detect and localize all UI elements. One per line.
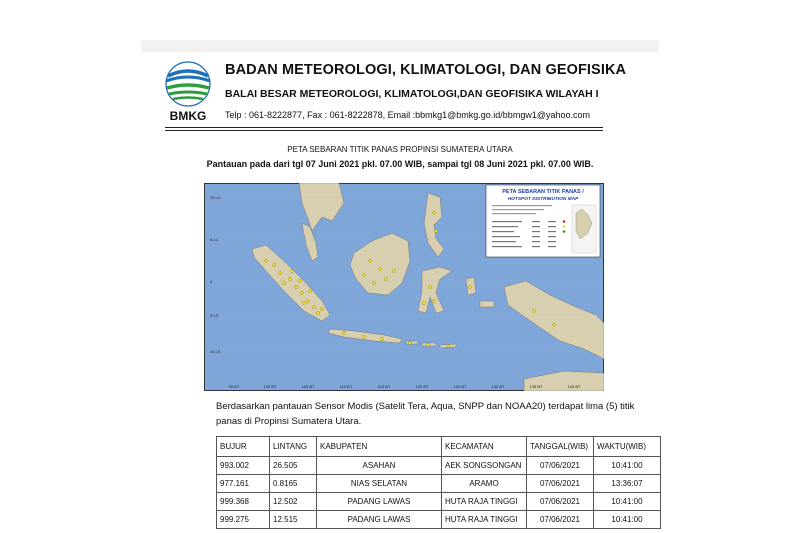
cell-kabupaten: PADANG LAWAS [317, 493, 442, 511]
table-row [217, 475, 661, 493]
lon-label: 130 BT [491, 384, 505, 389]
lat-label: 10 LU [210, 195, 221, 200]
cell-tanggal: 07/06/2021 [527, 493, 594, 511]
cell-kabupaten: ASAHAN [317, 457, 442, 475]
lon-label: 110 BT [339, 384, 353, 389]
lon-label: 140 BT [567, 384, 581, 389]
col-bujur: BUJUR [217, 437, 270, 457]
col-kabupaten: KABUPATEN [317, 437, 442, 457]
map-legend [486, 185, 600, 257]
table-row [217, 511, 661, 529]
sub-org-name: BALAI BESAR METEOROLOGI, KLIMATOLOGI,DAN GEOFISIKA WILAYAH I [225, 88, 599, 100]
col-tanggal: TANGGAL(WIB) [527, 437, 594, 457]
legend-subtitle: HOTSPOT DISTRIBUTION MAP [507, 197, 579, 202]
cell-kecamatan: HUTA RAJA TINGGI [442, 511, 527, 529]
cell-bujur: 999.368 [217, 493, 270, 511]
cell-lintang: 26.505 [270, 457, 317, 475]
cell-bujur: 993.002 [217, 457, 270, 475]
col-kecamatan: KECAMATAN [442, 437, 527, 457]
cell-waktu: 10:41:00 [594, 511, 661, 529]
summary-paragraph: Berdasarkan pantauan Sensor Modis (Satelit Tera, Aqua, SNPP dan NOAA20) terdapat lima (5) titik panas di Propinsi Sumatera Utara. [216, 401, 635, 427]
logo-text: BMKG [169, 109, 207, 123]
col-waktu: WAKTU(WIB) [594, 437, 661, 457]
table-row [217, 457, 661, 475]
cell-waktu: 10:41:00 [594, 493, 661, 511]
lat-label: 10 LS [210, 349, 221, 354]
cell-kecamatan: HUTA RAJA TINGGI [442, 493, 527, 511]
table-row [217, 493, 661, 511]
report-title: PETA SEBARAN TITIK PANAS PROPINSI SUMATERA UTARA [287, 145, 513, 154]
lon-label: 125 BT [453, 384, 467, 389]
lat-label: 0 [210, 279, 213, 284]
col-lintang: LINTANG [270, 437, 317, 457]
letterhead-divider [165, 127, 603, 131]
lon-label: 105 BT [301, 384, 315, 389]
cell-tanggal: 07/06/2021 [527, 457, 594, 475]
lat-label: 5 LU [210, 237, 219, 242]
page-top-strip [141, 40, 659, 52]
cell-lintang: 12.502 [270, 493, 317, 511]
cell-lintang: 12.515 [270, 511, 317, 529]
cell-lintang: 0.8165 [270, 475, 317, 493]
lon-label: 120 BT [415, 384, 429, 389]
org-name: BADAN METEOROLOGI, KLIMATOLOGI, DAN GEOFISIKA [225, 62, 627, 78]
lon-label: 135 BT [529, 384, 543, 389]
lon-label: 100 BT [263, 384, 277, 389]
legend-title: PETA SEBARAN TITIK PANAS / [502, 189, 584, 195]
cell-waktu: 13:36:07 [594, 475, 661, 493]
lon-label: 115 BT [377, 384, 391, 389]
lat-label: 5 LS [210, 313, 219, 318]
cell-kabupaten: NIAS SELATAN [317, 475, 442, 493]
contact-info: Telp : 061-8222877, Fax : 061-8222878, Email :bbmkg1@bmkg.go.id/bbmgw1@yahoo.com [225, 110, 590, 120]
table-header-row [217, 437, 661, 457]
cell-bujur: 999.275 [217, 511, 270, 529]
cell-tanggal: 07/06/2021 [527, 475, 594, 493]
cell-kabupaten: PADANG LAWAS [317, 511, 442, 529]
cell-bujur: 977.161 [217, 475, 270, 493]
cell-waktu: 10:41:00 [594, 457, 661, 475]
lon-label: 95 BT [228, 384, 240, 389]
hotspot-table [216, 436, 661, 529]
cell-kecamatan: AEK SONGSONGAN [442, 457, 527, 475]
cell-kecamatan: ARAMO [442, 475, 527, 493]
hotspot-map [204, 183, 604, 391]
report-subtitle: Pantauan pada dari tgl 07 Juni 2021 pkl. 07.00 WIB, sampai tgl 08 Juni 2021 pkl. 07.00 WIB. [206, 159, 594, 169]
cell-tanggal: 07/06/2021 [527, 511, 594, 529]
bmkg-logo [161, 58, 215, 124]
